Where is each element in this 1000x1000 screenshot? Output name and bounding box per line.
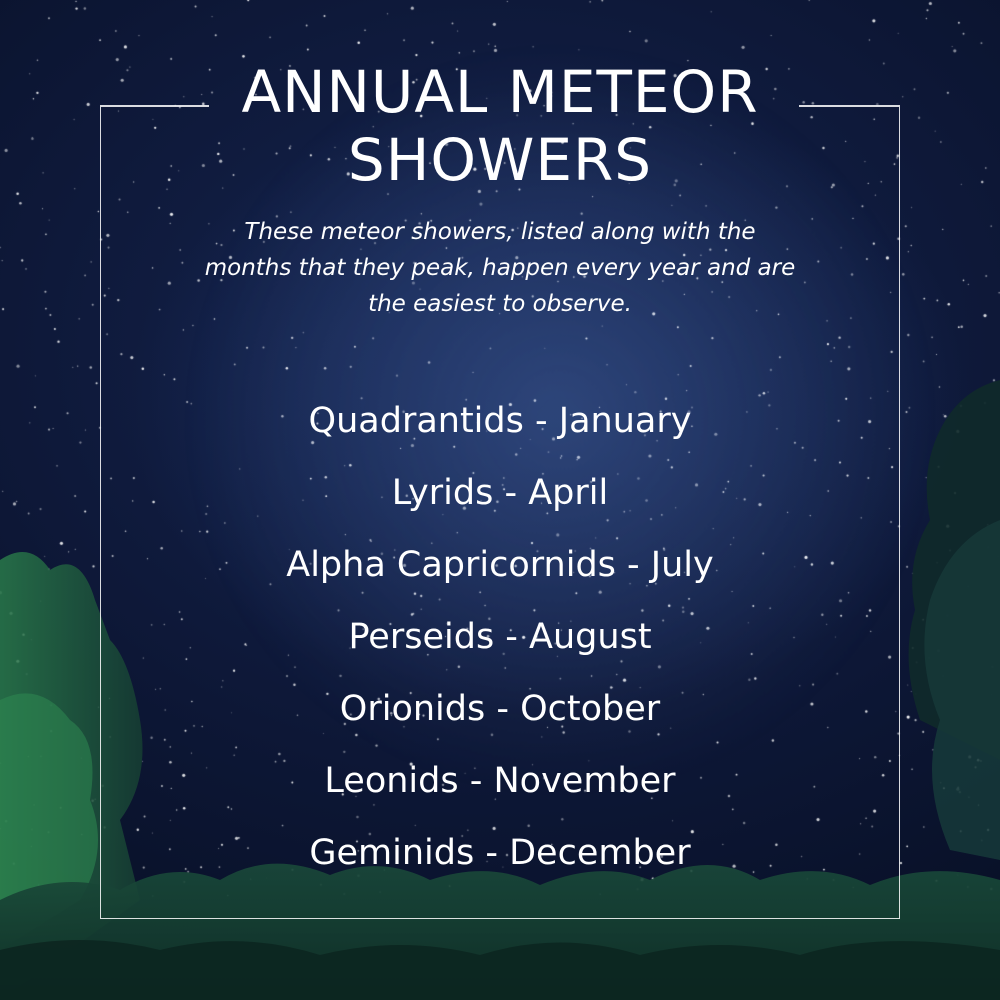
list-item: Leonids - November — [324, 761, 676, 801]
title-line-2: SHOWERS — [347, 126, 653, 194]
list-item: Lyrids - April — [391, 473, 609, 513]
page-title — [210, 58, 790, 194]
list-item: Orionids - October — [339, 689, 661, 729]
list-item: Perseids - August — [348, 617, 652, 657]
list-item: Alpha Capricornids - July — [286, 545, 714, 585]
title-line-1: ANNUAL METEOR — [241, 58, 759, 126]
intro-text: These meteor showers, listed along with the months that they peak, happen every year and are the easiest to observe. — [204, 219, 796, 317]
title-block — [210, 58, 790, 194]
meteor-shower-list — [150, 385, 850, 889]
list-item: Quadrantids - January — [308, 401, 692, 441]
list-item: Geminids - December — [309, 833, 691, 873]
